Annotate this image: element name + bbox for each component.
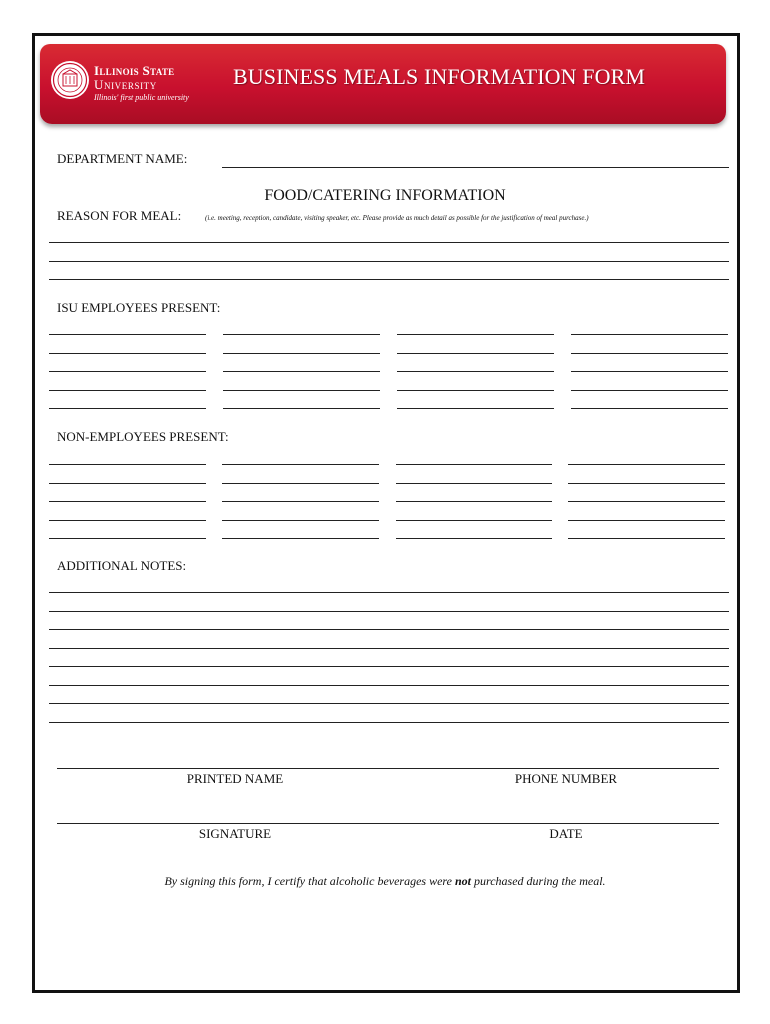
employee-name-field[interactable]: [571, 334, 728, 335]
non-employee-name-field[interactable]: [568, 538, 725, 539]
employee-name-field[interactable]: [49, 390, 206, 391]
notes-line[interactable]: [49, 592, 729, 593]
certification-text-before: By signing this form, I certify that alcoholic beverages were: [164, 874, 455, 888]
non-employee-name-field[interactable]: [222, 483, 379, 484]
employee-name-field[interactable]: [397, 353, 554, 354]
phone-label: PHONE NUMBER: [514, 771, 618, 786]
name-phone-line[interactable]: [57, 768, 719, 769]
employee-name-field[interactable]: [397, 371, 554, 372]
non-employee-name-field[interactable]: [49, 483, 206, 484]
date-label: DATE: [549, 826, 583, 841]
employees-label: ISU EMPLOYEES PRESENT:: [57, 300, 221, 315]
non-employees-label: NON-EMPLOYEES PRESENT:: [57, 429, 229, 444]
non-employee-name-field[interactable]: [396, 483, 552, 484]
notes-line[interactable]: [49, 722, 729, 723]
notes-line[interactable]: [49, 611, 729, 612]
employee-name-field[interactable]: [223, 371, 380, 372]
non-employee-name-field[interactable]: [222, 538, 379, 539]
notes-line[interactable]: [49, 629, 729, 630]
signature-label: SIGNATURE: [198, 826, 272, 841]
university-tagline: Illinois' first public university: [94, 93, 189, 102]
employee-name-field[interactable]: [397, 390, 554, 391]
notes-line[interactable]: [49, 666, 729, 667]
reason-line[interactable]: [49, 279, 729, 280]
non-employee-name-field[interactable]: [396, 520, 552, 521]
non-employee-name-field[interactable]: [568, 501, 725, 502]
signature-date-line[interactable]: [57, 823, 719, 824]
reason-hint: (i.e. meeting, reception, candidate, visiting speaker, etc. Please provide as much detail as possible for the justification of meal purchase.): [205, 214, 589, 222]
employee-name-field[interactable]: [223, 390, 380, 391]
non-employee-name-field[interactable]: [49, 520, 206, 521]
reason-line[interactable]: [49, 261, 729, 262]
non-employee-name-field[interactable]: [568, 483, 725, 484]
reason-label: REASON FOR MEAL:: [57, 208, 182, 223]
university-name: [94, 64, 174, 91]
notes-line[interactable]: [49, 703, 729, 704]
notes-line[interactable]: [49, 685, 729, 686]
employee-name-field[interactable]: [571, 390, 728, 391]
employee-name-field[interactable]: [571, 408, 728, 409]
non-employee-name-field[interactable]: [49, 501, 206, 502]
non-employee-name-field[interactable]: [568, 520, 725, 521]
non-employee-name-field[interactable]: [396, 464, 552, 465]
non-employee-name-field[interactable]: [396, 538, 552, 539]
university-name-line1: Illinois State: [94, 63, 175, 78]
certification-statement: [40, 874, 730, 889]
university-seal-icon: [50, 60, 90, 100]
department-label: DEPARTMENT NAME:: [57, 151, 188, 166]
employee-name-field[interactable]: [397, 334, 554, 335]
university-name-line2: University: [94, 77, 157, 92]
reason-line[interactable]: [49, 242, 729, 243]
certification-emphasis: not: [454, 874, 471, 888]
section-title: FOOD/CATERING INFORMATION: [264, 187, 506, 204]
employee-name-field[interactable]: [223, 334, 380, 335]
employee-name-field[interactable]: [223, 353, 380, 354]
non-employee-name-field[interactable]: [222, 520, 379, 521]
form-frame: [32, 33, 740, 993]
employee-name-field[interactable]: [49, 353, 206, 354]
non-employee-name-field[interactable]: [568, 464, 725, 465]
form-title: BUSINESS MEALS INFORMATION FORM: [233, 64, 646, 89]
notes-label: ADDITIONAL NOTES:: [57, 558, 187, 573]
non-employee-name-field[interactable]: [49, 464, 206, 465]
employee-name-field[interactable]: [397, 408, 554, 409]
printed-name-label: PRINTED NAME: [186, 771, 284, 786]
employee-name-field[interactable]: [49, 371, 206, 372]
notes-line[interactable]: [49, 648, 729, 649]
employee-name-field[interactable]: [223, 408, 380, 409]
non-employee-name-field[interactable]: [222, 501, 379, 502]
non-employee-name-field[interactable]: [222, 464, 379, 465]
employee-name-field[interactable]: [49, 334, 206, 335]
employee-name-field[interactable]: [571, 353, 728, 354]
certification-text-after: purchased during the meal.: [470, 874, 606, 888]
employee-name-field[interactable]: [571, 371, 728, 372]
department-field[interactable]: [222, 167, 729, 168]
employee-name-field[interactable]: [49, 408, 206, 409]
non-employee-name-field[interactable]: [49, 538, 206, 539]
non-employee-name-field[interactable]: [396, 501, 552, 502]
